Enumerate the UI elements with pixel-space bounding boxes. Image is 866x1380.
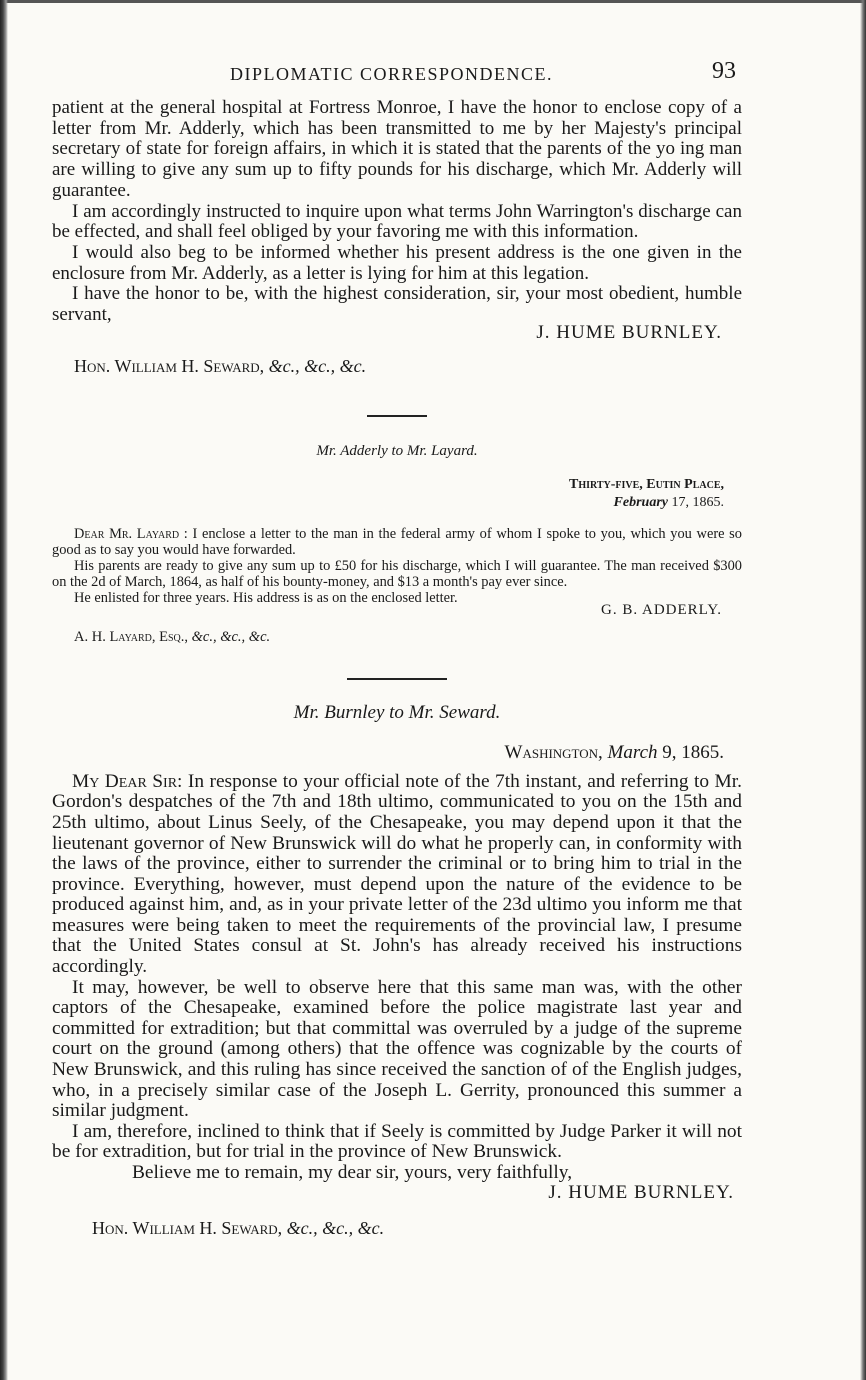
letter3-paragraph-1 bbox=[52, 772, 742, 978]
letter2-paragraph-2: His parents are ready to give any sum up to £50 for his discharge, which I will guarantee. The man received $300 on the 2d of March, 1864, as half of his bounty-money, and $13 a month's pay ever since. bbox=[52, 557, 742, 590]
page-number: 93 bbox=[712, 58, 736, 84]
section-rule-1 bbox=[367, 415, 427, 417]
section-rule-2 bbox=[347, 678, 447, 680]
letter2-paragraph-1-text: I enclose a letter to the man in the federal army of whom I spoke to you, which you were so good as to say you would have forwarded. bbox=[52, 525, 742, 558]
letter3-heading: Mr. Burnley to Mr. Seward. bbox=[293, 701, 501, 723]
letter3-paragraph-2: It may, however, be well to observe here that this same man was, with the other captors of the Chesapeake, examined before the police magistrate last year and committed for extradition; but that committal was overruled by a judge of the supreme court on the ground (among others) that the offence was cognizable by the courts of New Brunswick, and this ruling has since received the sanction of of the English judges, who, in a precisely similar case of the Joseph L. Gerrity, pronounced this summer a similar judgment. bbox=[52, 976, 742, 1122]
letter3-paragraph-3: I am, therefore, inclined to think that if Seely is committed by Judge Parker it will not be for extradition, but for trial in the province of New Brunswick. bbox=[52, 1120, 742, 1163]
letter2-dateline bbox=[52, 476, 724, 512]
letter2-address-etc: &c., &c., &c. bbox=[191, 628, 271, 645]
letter3-place: Washington, bbox=[504, 741, 603, 763]
letter2-heading: Mr. Adderly to Mr. Layard. bbox=[316, 442, 478, 459]
letter2-date-month: February bbox=[613, 494, 668, 510]
letter1-paragraph-3: I would also beg to be informed whether his present address is the one given in the enclosure from Mr. Adderly, as a letter is lying for him at this legation. bbox=[52, 241, 742, 284]
page-content bbox=[52, 56, 742, 1239]
letter3-address bbox=[92, 1218, 742, 1239]
letter2-date-rest: 17, 1865. bbox=[671, 494, 724, 510]
letter1-address-etc: &c., &c., &c. bbox=[268, 355, 367, 376]
page-right-edge bbox=[860, 0, 866, 1380]
page-top-edge bbox=[0, 0, 866, 3]
letter1-paragraph-2: I am accordingly instructed to inquire upon what terms John Warrington's discharge can be effected, and shall feel obliged by your favoring me with this information. bbox=[52, 200, 742, 243]
letter-burnley-2 bbox=[52, 702, 742, 1239]
letter3-address-name: Hon. William H. Seward, bbox=[92, 1217, 283, 1238]
letter2-paragraph-1 bbox=[52, 526, 742, 558]
letter3-paragraph-1-text: In response to your official note of the 7th instant, and referring to Mr. Gordon's despatches of the 7th and 18th ultimo, communicated to you on the 15th and 25th ultimo, about Linus Seely, of the Chesapeake, you may depend upon it that the lieutenant governor of New Brunswick will do what he properly can, in conformity with the laws of the province, either to surrender the criminal or to bring him to trial in the province. Everything, however, must depend upon the nature of the evidence to be produced against him, and, as in your private letter of the 23d ultimo you inform me that measures were being taken to meet the requirements of the provincial law, I presume that the United States consul at St. John's has already received his instructions accordingly. bbox=[52, 770, 742, 978]
letter1-address bbox=[74, 356, 742, 377]
letter2-address-name: A. H. Layard, Esq., bbox=[74, 628, 188, 645]
letter3-salutation: My Dear Sir: bbox=[72, 770, 183, 792]
letter-burnley-1 bbox=[52, 98, 742, 377]
letter2-signature: G. B. ADDERLY. bbox=[601, 601, 722, 618]
letter3-date-rest: 9, 1865. bbox=[662, 741, 724, 763]
letter3-address-etc: &c., &c., &c. bbox=[286, 1217, 385, 1238]
letter2-place: Thirty-five, Eutin Place, bbox=[568, 476, 724, 492]
letter1-paragraph-4: I have the honor to be, with the highest consideration, sir, your most obedient, humble servant, bbox=[52, 283, 742, 326]
letter2-salutation: Dear Mr. Layard : bbox=[74, 525, 188, 542]
letter2-address bbox=[74, 629, 742, 646]
letter3-date-month: March bbox=[607, 741, 658, 763]
letter3-paragraph-4: Believe me to remain, my dear sir, yours, very faithfully, bbox=[132, 1162, 573, 1184]
running-title: DIPLOMATIC CORRESPONDENCE. bbox=[230, 64, 554, 84]
letter3-dateline bbox=[52, 742, 724, 764]
letter3-signature: J. HUME BURNLEY. bbox=[548, 1181, 734, 1203]
page-left-edge bbox=[0, 0, 8, 1380]
running-head bbox=[52, 56, 742, 96]
letter-adderly bbox=[52, 443, 742, 646]
letter1-signature: J. HUME BURNLEY. bbox=[536, 321, 722, 343]
letter2-paragraph-3: He enlisted for three years. His address is as on the enclosed letter. bbox=[74, 589, 458, 606]
letter1-address-name: Hon. William H. Seward, bbox=[74, 355, 265, 376]
letter1-paragraph-1: patient at the general hospital at Fortress Monroe, I have the honor to enclose copy of a letter from Mr. Adderly, which has been transmitted to me by her Majesty's principal secretary of state for foreign affairs, in which it is stated that the parents of the yo ing man are willing to give any sum up to fifty pounds for his discharge, which Mr. Adderly will guarantee. bbox=[52, 97, 742, 201]
